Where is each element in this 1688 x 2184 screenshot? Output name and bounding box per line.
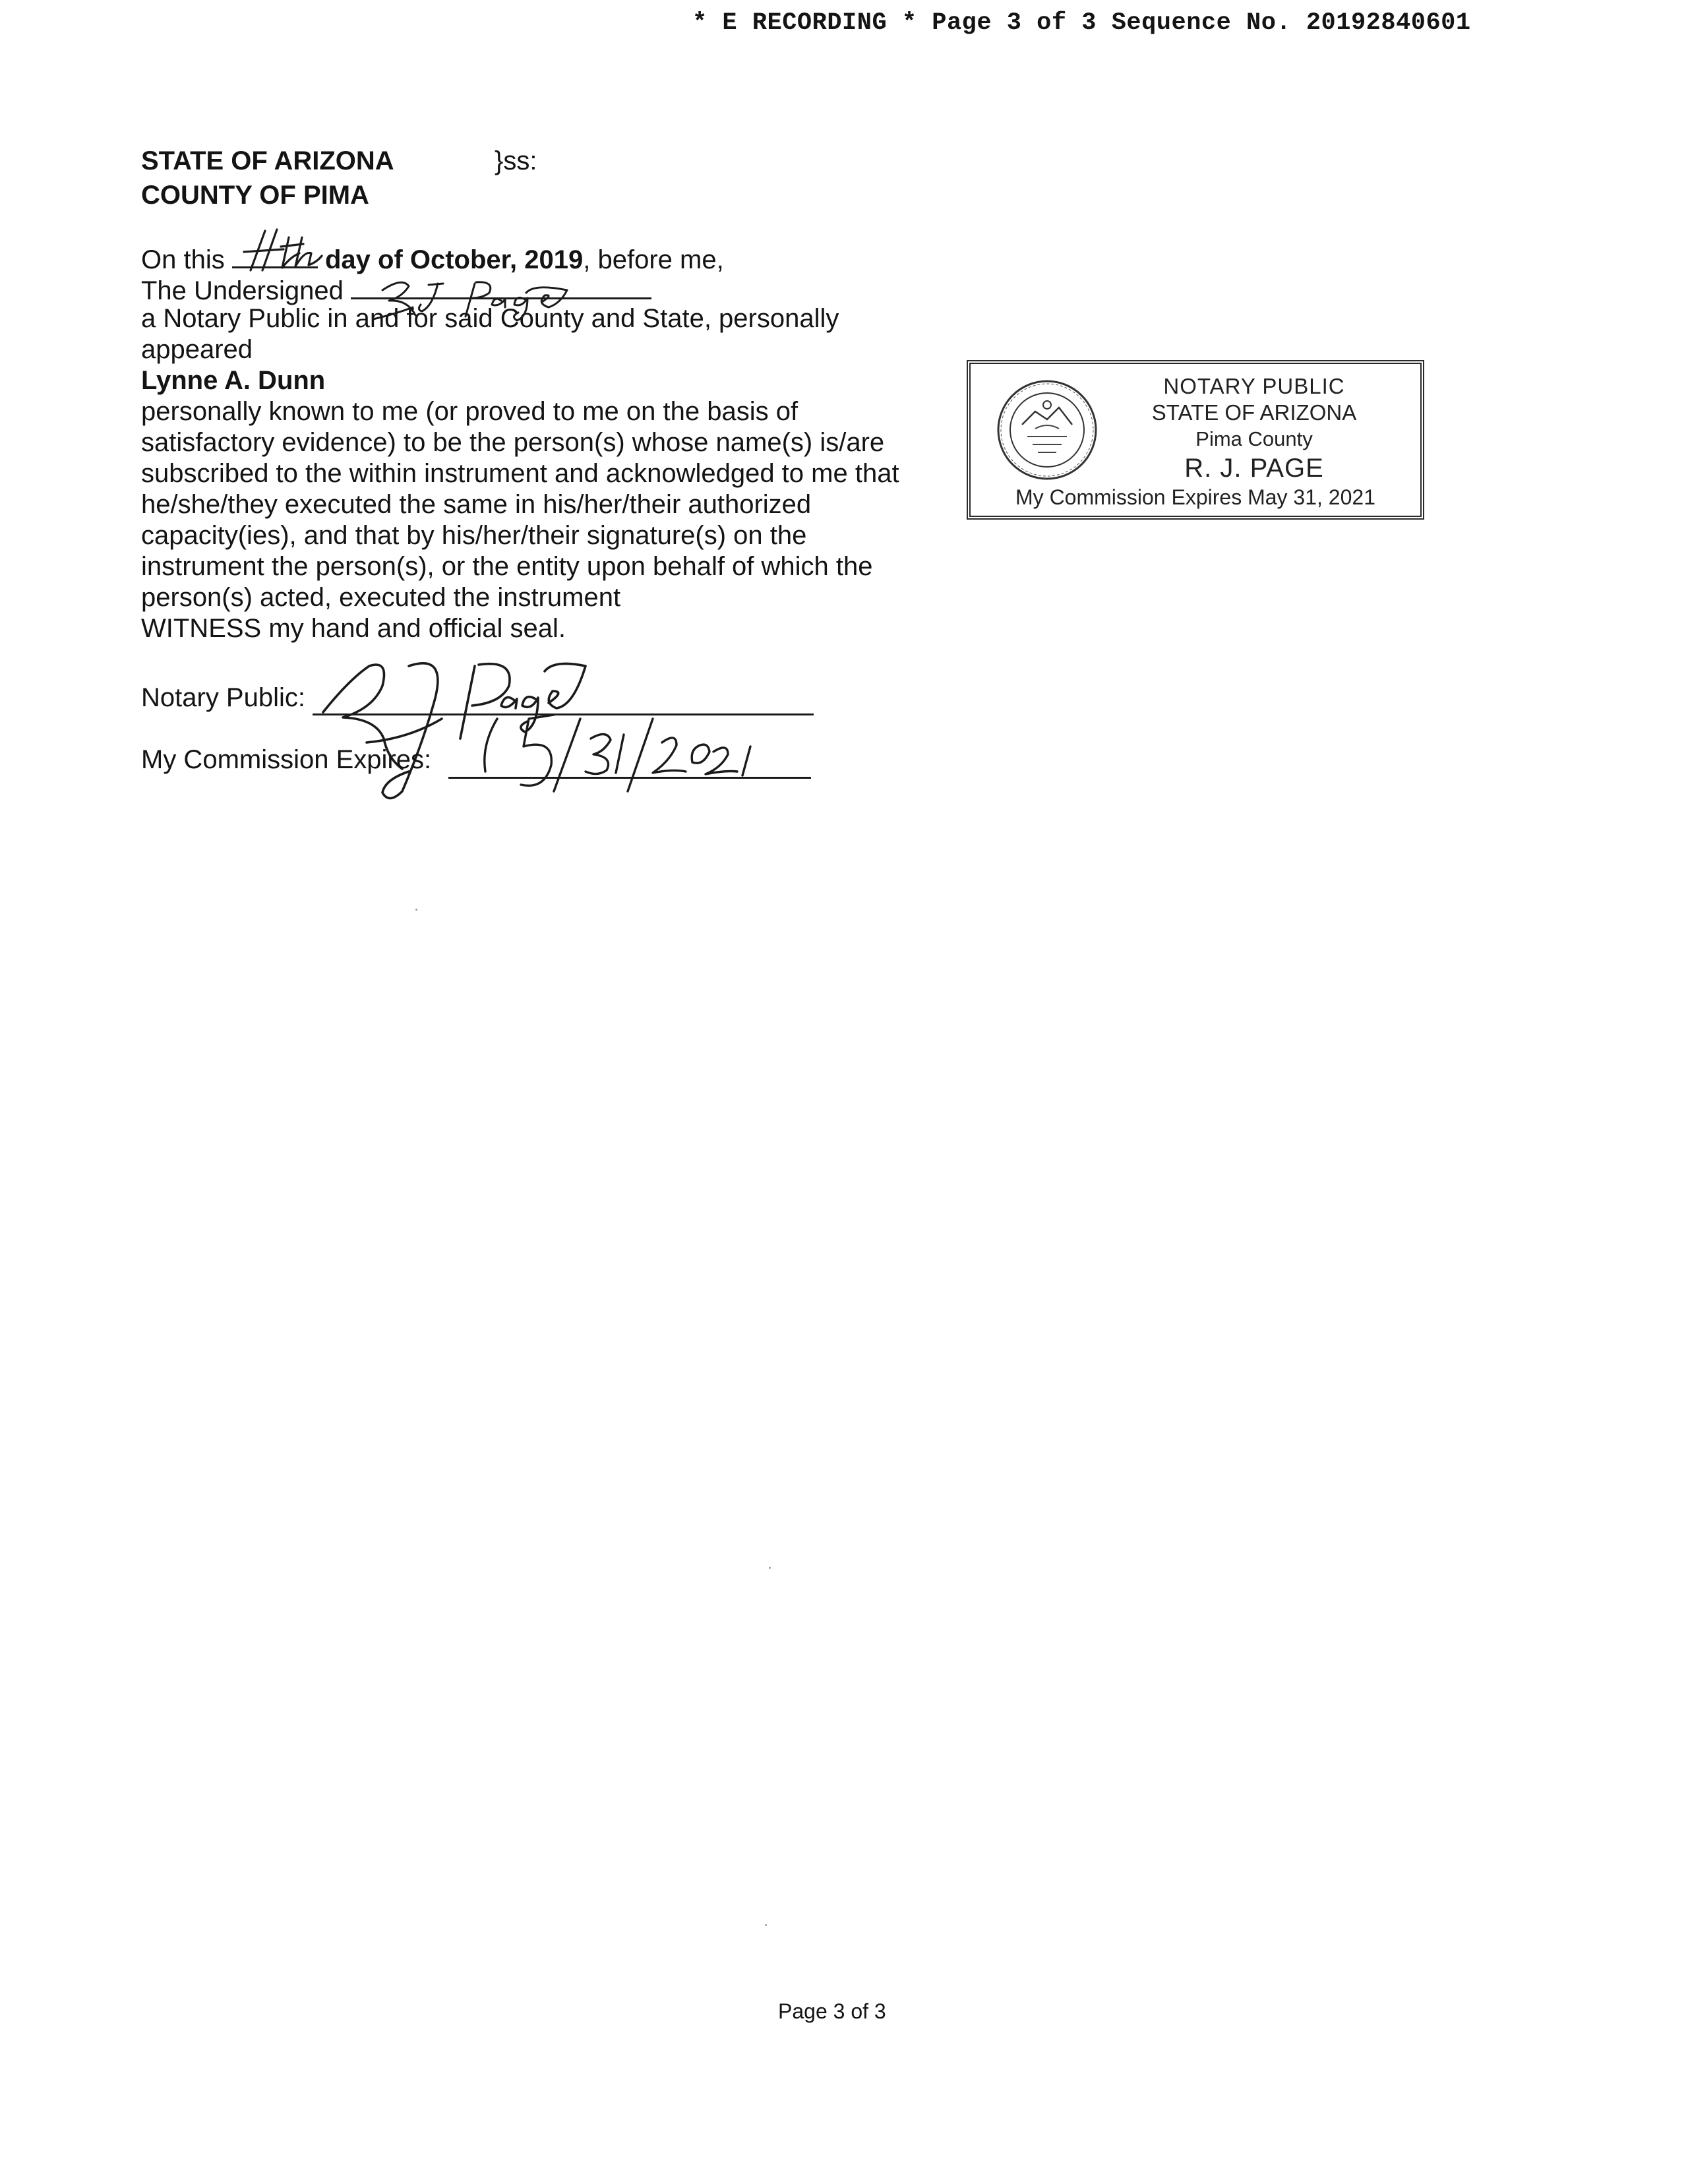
witness-line: WITNESS my hand and official seal. [141,614,566,643]
ack-line-8: subscribed to the within instrument and acknowledged to me that [141,459,899,488]
ack-line-9: he/she/they executed the same in his/her/their authorized [141,490,812,519]
venue-state: STATE OF ARIZONA [141,146,394,175]
page-footer: Page 3 of 3 [778,1999,886,2023]
stamp-text [1109,373,1399,484]
scan-speck [769,1567,771,1569]
stamp-state: STATE OF ARIZONA [1151,400,1357,425]
arizona-state-seal-icon [996,379,1099,481]
stamp-county: Pima County [1195,427,1313,450]
scan-speck [765,1924,767,1926]
stamp-expiration: My Commission Expires May 31, 2021 [1015,485,1375,509]
recording-header: * E RECORDING * Page 3 of 3 Sequence No. 20192840601 [692,9,1471,37]
stamp-notary-public: NOTARY PUBLIC [1163,374,1345,398]
notary-public-label: Notary Public: [141,683,305,712]
venue-ss: }ss: [495,146,537,175]
venue-county: COUNTY OF PIMA [141,181,369,210]
undersigned-label: The Undersigned [141,276,344,305]
ack-line-6: personally known to me (or proved to me on the basis of [141,397,799,426]
on-this-label: On this [141,245,225,274]
notary-stamp [967,360,1424,520]
ack-line-7: satisfactory evidence) to be the person(s) whose name(s) is/are [141,428,885,457]
venue-block [141,144,394,212]
appearing-person-name: Lynne A. Dunn [141,366,326,395]
day-of-date: day of October, 2019 [324,245,584,274]
ack-line-11: instrument the person(s), or the entity upon behalf of which the [141,552,873,581]
handwritten-commission-date [455,706,765,798]
ack-line-12: person(s) acted, executed the instrument [141,583,621,612]
ack-line-4: appeared [141,335,253,364]
ack-line-3: a Notary Public in and for said County and State, personally [141,304,839,333]
commission-expires-label: My Commission Expires: [141,745,432,774]
before-me: , before me, [583,245,724,274]
scan-speck [415,909,417,911]
handwritten-day-signature [231,224,349,277]
handwritten-undersigned-signature [369,264,580,323]
ack-line-10: capacity(ies), and that by his/her/their signature(s) on the [141,521,807,550]
stamp-notary-name: R. J. PAGE [1184,454,1324,483]
